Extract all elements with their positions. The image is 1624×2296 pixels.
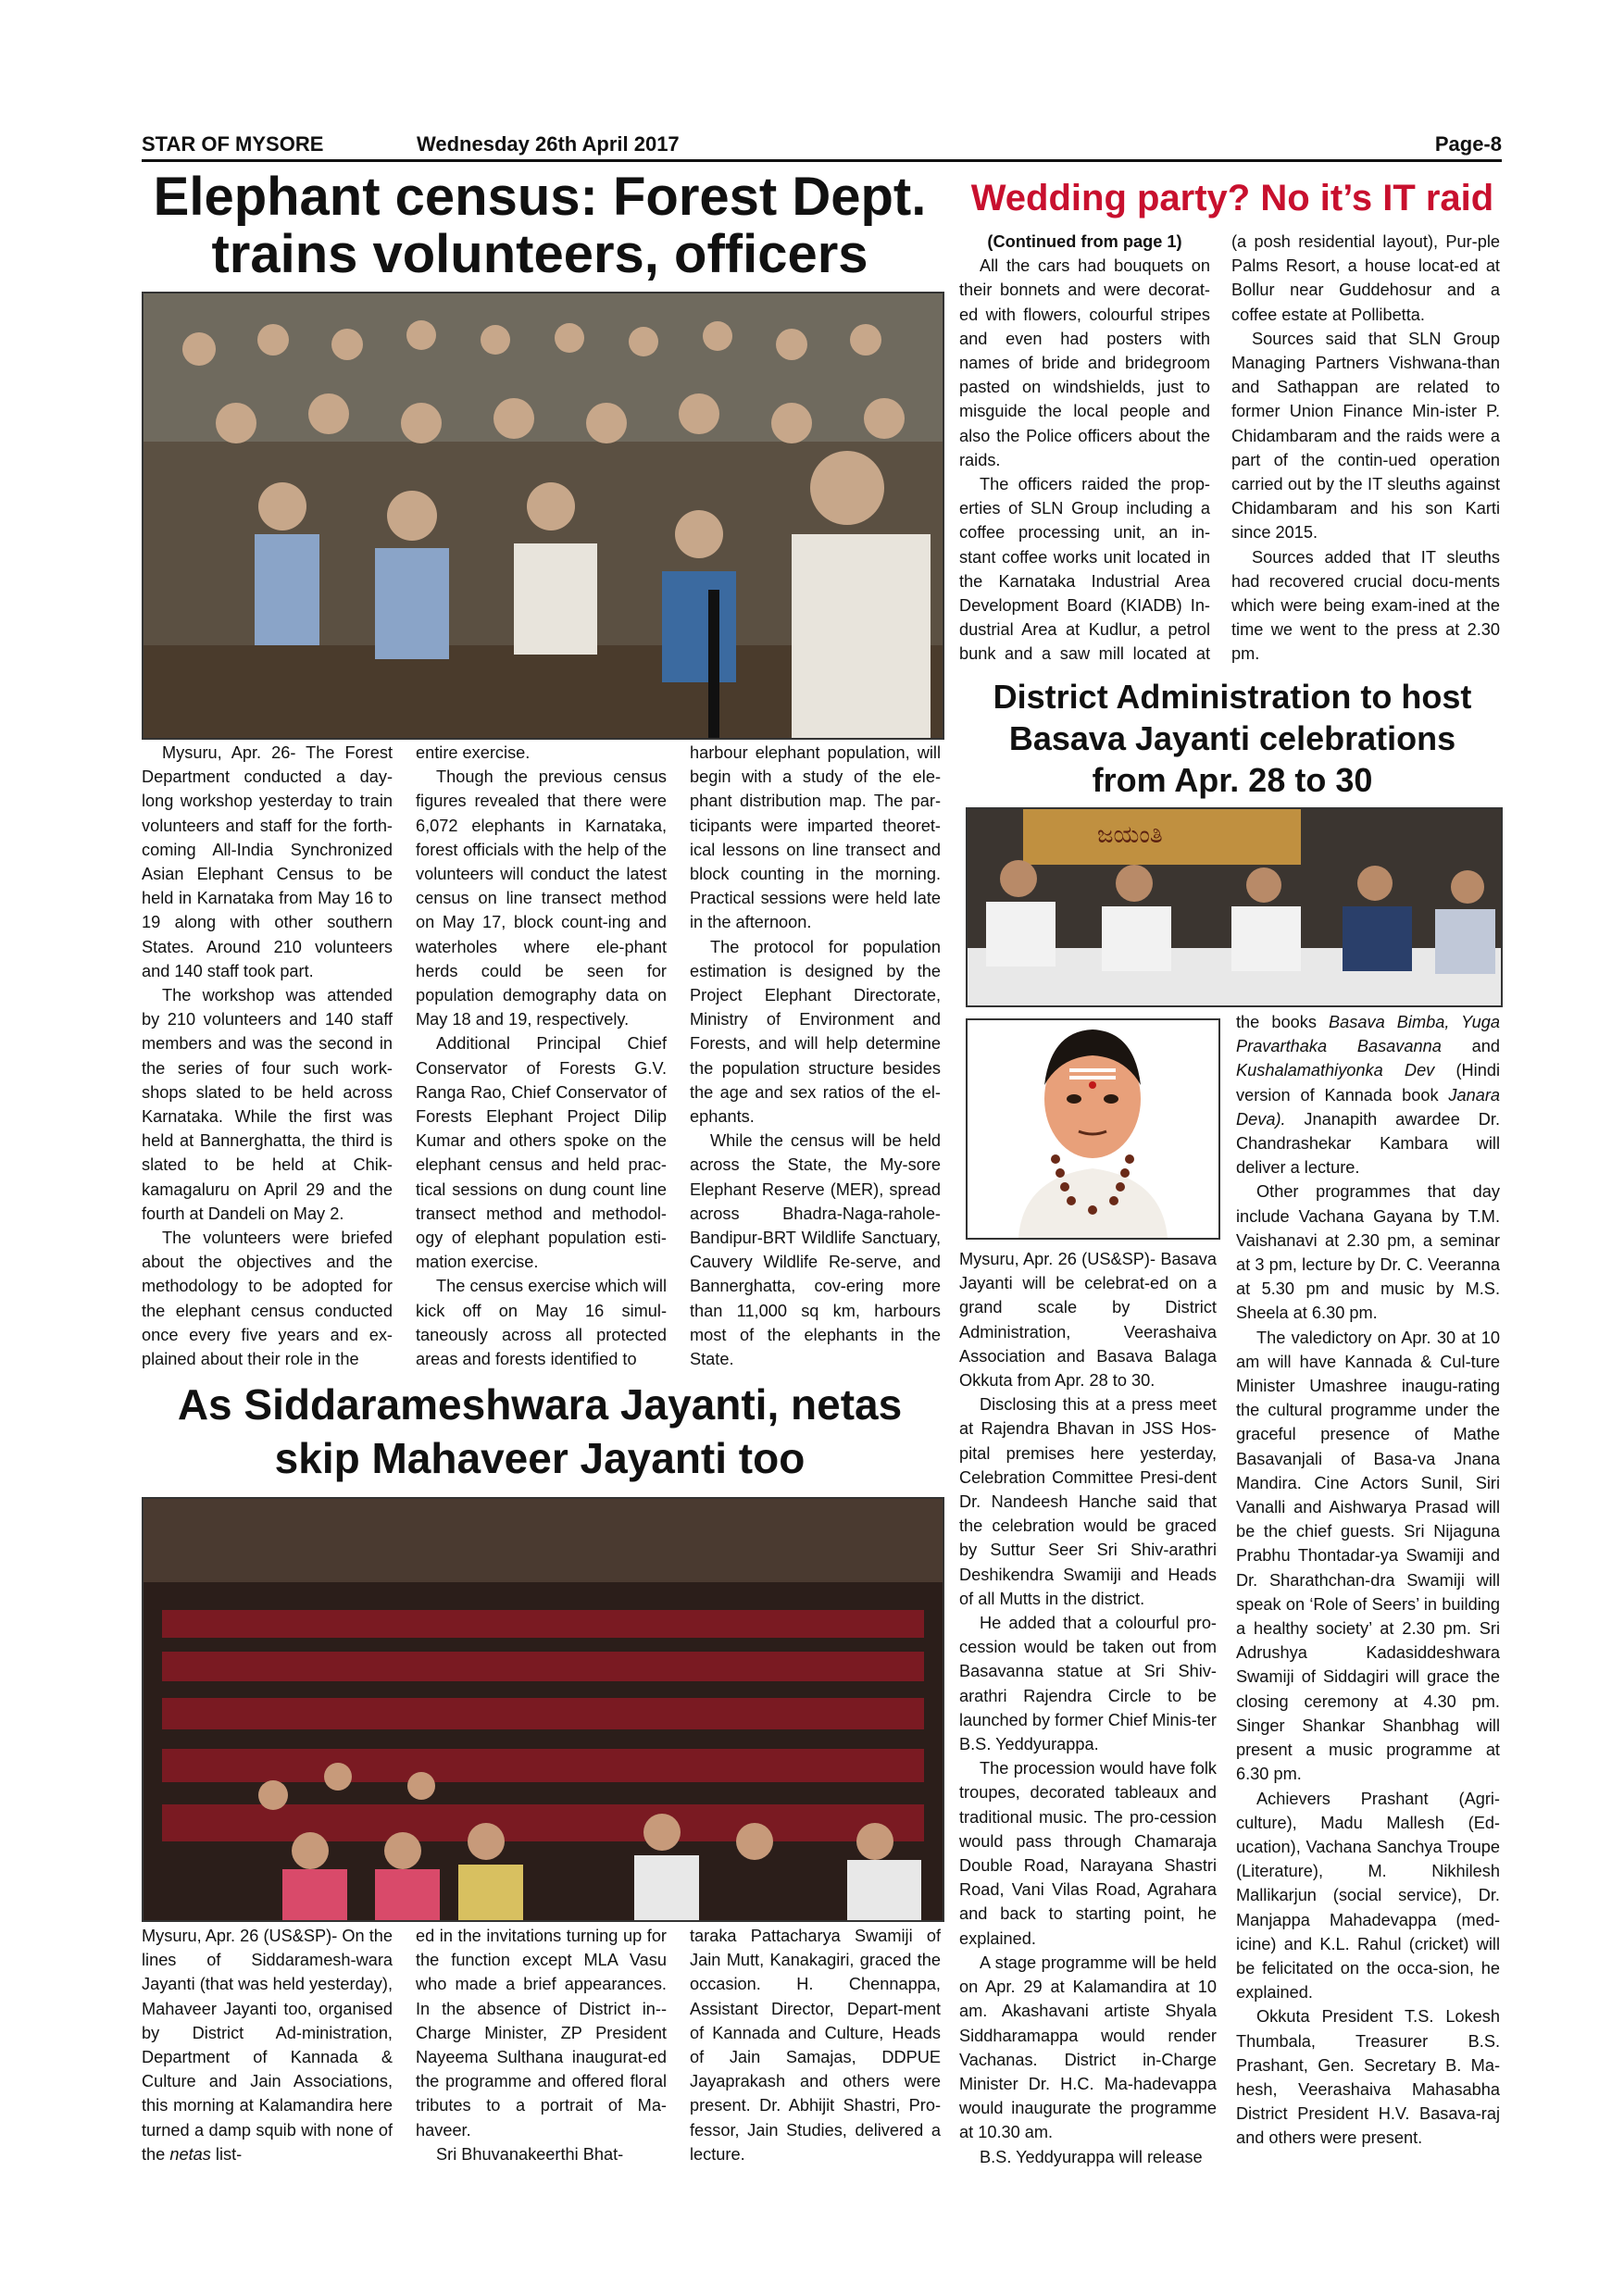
basava-headline (959, 676, 1505, 801)
basava-col2-para4: Achievers Prashant (Agri-culture), Madu Mallesh (Ed-ucation), Vachana Sanchya Troupe (Literature), M. Nikhilesh Mallikarjun (social service), Dr. Manjappa Mahadevappa (med-icine) and K.L. Rahul (cricket) will be felicitated on the occa-sion, he explained. (1236, 1789, 1500, 2003)
siddha-column-1 (142, 1924, 393, 2192)
elephant-column-2 (416, 741, 667, 1379)
basava-col2-intro-e: (Hindi version of Kannada book (1236, 1061, 1500, 1104)
siddha-col1-text-c: list- (210, 2144, 243, 2164)
siddha-headline-line1: As Siddarameshwara Jayanti, netas (177, 1380, 903, 1429)
elephant-workshop-photo (142, 292, 944, 740)
elephant-col2-para3: Additional Principal Chief Conservator of Forests G.V. Ranga Rao, Chief Conservator of Forests Elephant Project Dilip Kumar and others spoke on the elephant census and held prac-tical sessions on dung count line transect method and methodol-ogy of elephant population esti-mation exercise. (416, 1034, 667, 1272)
wedding-col1-para1: All the cars had bouquets on their bonnets and were decorat-ed with flowers, colourful stripes and even had posters with names of bride and bridegroom pasted on windshields, just to misguide the local people and also the Police officers about the raids. (959, 256, 1210, 469)
elephant-column-3 (690, 741, 941, 1379)
siddha-col1-para1 (142, 1924, 393, 2166)
elephant-headline-line1: Elephant census: Forest Dept. (153, 167, 927, 227)
elephant-col1-para2: The workshop was attended by 210 volunteers and 140 staff members and was the second in the series of four such work-shops slated to be held across Karnataka. While the first was held at Bannerghatta, the third is slated to be held at Chik-kamagaluru on April 29 and the fourth at Dandeli on May 2. (142, 986, 393, 1223)
basavanna-portrait (966, 1018, 1220, 1240)
wedding-col2-para1: (a posh residential layout), Pur-ple Palms Resort, a house locat-ed at Bollur near Guddehosur and a coffee estate at Pollibetta. (1231, 232, 1500, 324)
elephant-col2-para1: entire exercise. (416, 743, 531, 762)
basava-headline-line3: from Apr. 28 to 30 (1092, 761, 1373, 799)
siddha-column-2 (416, 1924, 667, 2192)
siddha-col2-para2: Sri Bhuvanakeerthi Bhat- (436, 2144, 624, 2164)
siddha-col1-text-a: Mysuru, Apr. 26 (US&SP)- On the lines of Siddaramesh-wara Jayanti (that was held yesterday), Mahaveer Jayanti too, organised by District Ad-ministration, Department of Kannada & Culture and Jain Associations, this morning at Kalamandira here turned a damp squib with none of the (142, 1927, 393, 2164)
basava-col2-intro-c: and (1441, 1037, 1500, 1056)
wedding-continued: (Continued from page 1) (987, 232, 1182, 251)
wedding-col1-para2: The officers raided the prop-erties of SLN Group including a coffee processing unit, an in-stant coffee works unit located in the Karnataka Industrial Area Development Board (KIADB) In-dustrial Area at Kudlur, a petrol bunk and a saw mill located at (959, 475, 1210, 664)
wedding-headline: Wedding party? No it’s IT raid (970, 178, 1494, 218)
basava-col1-para4: The procession would have folk troupes, decorated tableaux and traditional music. The pro-cession would pass through Chamaraja Double Road, Narayana Shastri Road, Vani Vilas Road, Agrahara and back to starting point, he explained. (959, 1759, 1217, 1948)
elephant-col1-para1: Mysuru, Apr. 26- The Forest Department conducted a day-long workshop yesterday to train volunteers and staff for the forth-coming All-India Synchronized Asian Elephant Census to be held in Karnataka from May 16 to 19 along with other southern States. Around 210 volunteers and 140 staff took part. (142, 743, 393, 980)
basava-col2-para2: Other programmes that day include Vachana Gayana by T.M. Vaishanavi at 2.30 pm, a seminar at 3 pm, lecture by Dr. C. Veeranna at 5.30 pm and music by M.S. Sheela at 6.30 pm. (1236, 1182, 1500, 1323)
basava-column-1 (959, 1247, 1217, 2210)
masthead-paper: STAR OF MYSORE (142, 132, 324, 156)
basava-col2-intro-g: Jnanapith awardee Dr. Chandrashekar Kambara will deliver a lecture. (1236, 1109, 1500, 1178)
elephant-col3-para2: The protocol for population estimation is designed by the Project Elephant Directorate, Ministry of Environment and Forests, and will help determine the population structure besides the age and sex ratios of the el-ephants. (690, 937, 941, 1127)
basava-col1-para5: A stage programme will be held on Apr. 29 at Kalamandira at 10 am. Akashavani artiste Shyala Siddharamappa would render Vachanas. District in-Charge Minister Dr. H.C. Ma-hadevappa would inaugurate the programme at 10.30 am. (959, 1953, 1217, 2142)
masthead-page: Page-8 (1434, 132, 1502, 156)
siddha-col2-para1: ed in the invitations turning up for the function except MLA Vasu who made a brief appearances. In the absence of District in--Charge Minister, ZP President Nayeema Sulthana inaugurat-ed the programme and offered floral tributes to a portrait of Ma-haveer. (416, 1927, 667, 2140)
wedding-col2-para2: Sources said that SLN Group Managing Partners Vishwana-than and Sathappan are related to former Union Finance Min-ister P. Chidambaram and the raids were a part of the contin-ued operation carried out by the IT sleuths against Chidambaram and his son Karti since 2015. (1231, 329, 1500, 543)
elephant-col3-para3: While the census will be held across the State, the My-sore Elephant Reserve (MER), spread across Bhadra-Naga-rahole-Bandipur-BRT Wildlife Sanctuary, Cauvery Wildlife Re-serve, and Bannerghatta, cov-ering more than 11,000 sq km, harbours most of the elephants in the State. (690, 1131, 941, 1369)
basava-col2-para3: The valedictory on Apr. 30 at 10 am will have Kannada & Cul-ture Minister Umashree inaugu-rating the cultural programme under the graceful presence of Mathe Basavanjali of Basa-va Jnana Mandira. Cine Actors Sunil, Siri Vanalli and Aishwarya Prasad will be the chief guests. Sri Nijaguna Prabhu Thontadar-ya Swamiji and Dr. Sharathchan-dra Swamiji will speak on ‘Role of Seers’ in building a healthy society’ at 2.30 pm. Sri Adrushya Kadasiddeshwara Swamiji of Siddagiri will grace the closing ceremony at 4.30 pm. Singer Shankar Shanbhag will present a music programme at 6.30 pm. (1236, 1328, 1500, 1784)
basava-col2-para5: Okkuta President T.S. Lokesh Thumbala, Treasurer B.S. Prashant, Gen. Secretary B. Ma-hesh, Veerashaiva Mahasabha District President H.V. Basava-raj and others were present. (1236, 2007, 1500, 2148)
basava-column-2 (1236, 1010, 1500, 2210)
basava-col2-book-3: Janara Deva). (1236, 1085, 1500, 1129)
masthead-date: Wednesday 26th April 2017 (417, 132, 680, 156)
basava-col2-book-1: Basava Bimba, Yuga Pravarthaka Basavanna (1236, 1013, 1500, 1056)
basava-col2-intro (1236, 1010, 1500, 1179)
basava-col2-book-2: Kushalamathiyonka Dev (1236, 1061, 1435, 1080)
basava-col2-intro-a: the books (1236, 1013, 1330, 1031)
siddha-column-3 (690, 1924, 941, 2192)
masthead-rule (142, 159, 1502, 162)
wedding-column-1 (959, 230, 1210, 669)
basava-col1-para1: Mysuru, Apr. 26 (US&SP)- Basava Jayanti will be celebrat-ed on a grand scale by District Administration, Veerashaiva Association and Basava Balaga Okkuta from Apr. 28 to 30. (959, 1250, 1217, 1391)
wedding-column-2 (1231, 230, 1500, 669)
basava-col1-para2: Disclosing this at a press meet at Rajendra Bhavan in JSS Hos-pital premises here yesterday, Celebration Committee Presi-dent Dr. Nandeesh Hanche said that the celebration would be graced by Suttur Seer Sri Shiv-arathri Deshikendra Swamiji and Heads of all Mutts in the district. (959, 1395, 1217, 1608)
basava-headline-line1: District Administration to host (993, 678, 1472, 716)
siddha-col3-para1: taraka Pattacharya Swamiji of Jain Mutt, Kanakagiri, graced the occasion. H. Chennappa, Assistant Director, Depart-ment of Kannada and Culture, Heads of Jain Samajas, DDPUE Jayaprakash and others were present. Dr. Abhijit Shastri, Pro-fessor, Jain Studies, delivered a lecture. (690, 1927, 941, 2164)
elephant-headline-line2: trains volunteers, officers (211, 224, 868, 284)
elephant-col3-para1: harbour elephant population, will begin with a study of the ele-phant distribution map. The par-ticipants were imparted theoret-ical lessons on line transect and block counting in the morning. Practical sessions were held late in the afternoon. (690, 743, 941, 932)
elephant-headline (142, 168, 938, 283)
basava-press-meet-photo (966, 807, 1503, 1007)
basava-col1-para6: B.S. Yeddyurappa will release (980, 2147, 1203, 2166)
siddha-headline (142, 1378, 938, 1485)
banner-kannada-text: ಜಯಂತಿ (1097, 821, 1163, 849)
basava-col1-para3: He added that a colourful pro-cession would be taken out from Basavanna statue at Sri Shiv-arathri Rajendra Circle to be launched by former Chief Minis-ter B.S. Yeddyurappa. (959, 1614, 1217, 1754)
elephant-column-1 (142, 741, 393, 1379)
siddha-col1-text-netas: netas (169, 2144, 211, 2164)
elephant-col2-para4: The census exercise which will kick off on May 16 simul-taneously across all protected areas and forests identified to (416, 1277, 667, 1369)
wedding-col2-para3: Sources added that IT sleuths had recovered crucial docu-ments which were being exam-ined at the time we went to the press at 2.30 pm. (1231, 547, 1500, 664)
elephant-col2-para2: Though the previous census figures revealed that there were 6,072 elephants in Karnataka, forest officials with the help of the volunteers will conduct the latest census on line transect method on May 17, block count-ing and waterholes where ele-phant herds could be seen for population demography data on May 18 and 19, respectively. (416, 767, 667, 1029)
elephant-col1-para3: The volunteers were briefed about the objectives and the methodology to be adopted for the elephant census conducted once every five years and ex-plained about their role in the (142, 1229, 393, 1369)
wedding-headline-box (959, 176, 1505, 220)
mahaveer-jayanti-auditorium-photo (142, 1497, 944, 1922)
siddha-headline-line2: skip Mahaveer Jayanti too (274, 1434, 806, 1482)
basava-headline-line2: Basava Jayanti celebrations (1008, 719, 1456, 757)
